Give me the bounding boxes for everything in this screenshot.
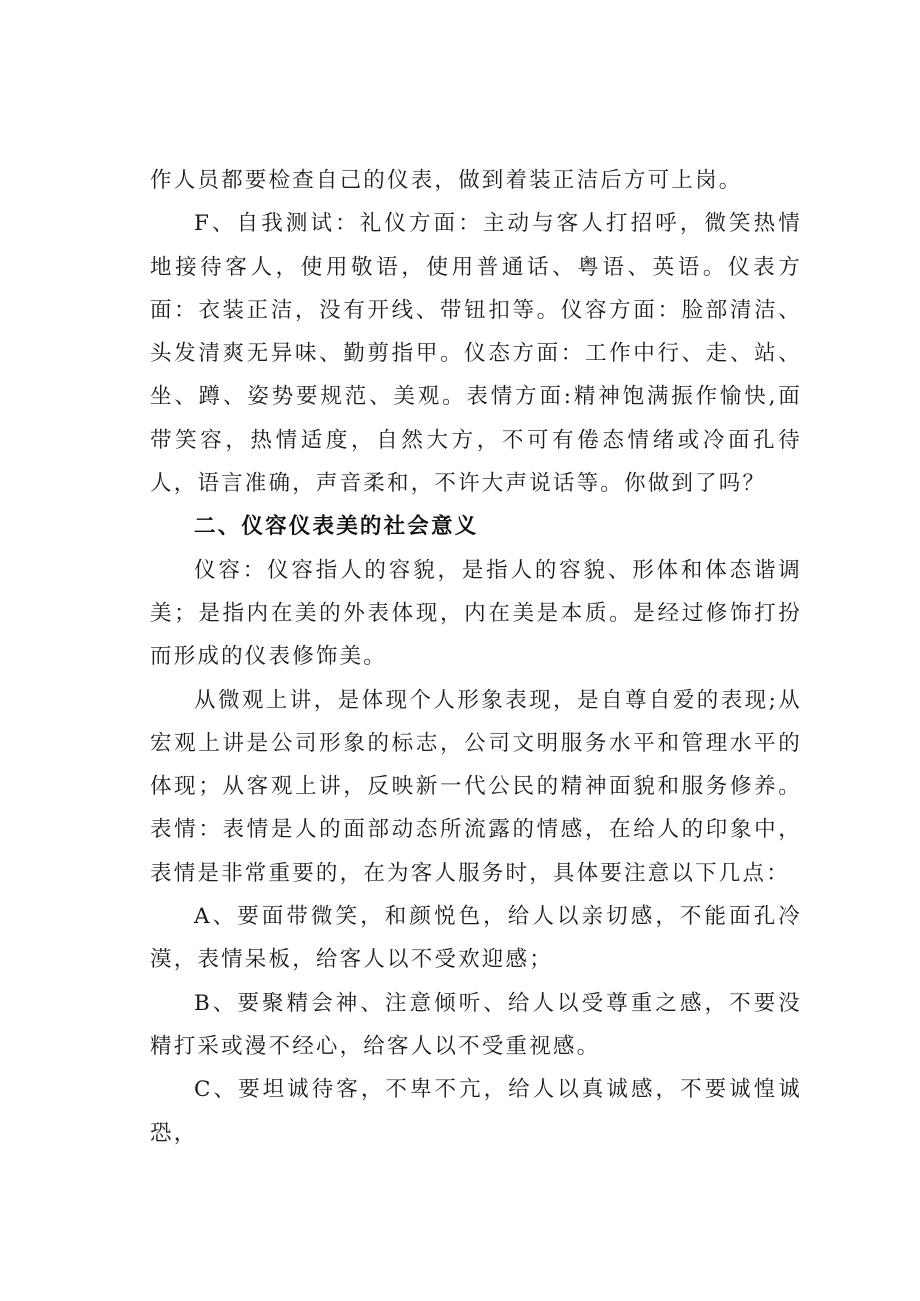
paragraph-significance: 从微观上讲，是体现个人形象表现，是自尊自爱的表现;从宏观上讲是公司形象的标志，公司文明服务水平和管理水平的体现；从客观上讲，反映新一代公民的精神面貌和服务修养。表情：表情是人的面部动态所流露的情感，在给人的印象中，表情是非常重要的，在为客人服务时，具体要注意以下几点： [150, 687, 802, 886]
paragraph-point-c: C、要坦诚待客，不卑不亢，给人以真诚感，不要诚惶诚恐， [150, 1077, 802, 1146]
paragraph-continuation: 作人员都要检查自己的仪表，做到着装正洁后方可上岗。 [150, 168, 743, 193]
paragraph-point-a: A、要面带微笑，和颜悦色，给人以亲切感，不能面孔冷漠，表情呆板，给客人以不受欢迎感； [150, 904, 802, 973]
paragraph-appearance-definition: 仪容：仪容指人的容貌，是指人的容貌、形体和体态谐调美；是指内在美的外表体现，内在美是本质。是经过修饰打扮而形成的仪表修饰美。 [150, 557, 802, 670]
paragraph-point-b: B、要聚精会神、注意倾听、给人以受尊重之感，不要没精打采或漫不经心，给客人以不受重视感。 [150, 990, 802, 1059]
section-heading: 二、仪容仪表美的社会意义 [194, 514, 479, 540]
document-body [150, 159, 802, 1155]
paragraph-self-test: F、自我测试：礼仪方面：主动与客人打招呼，微笑热情地接待客人，使用敬语，使用普通话、粤语、英语。仪表方面：衣装正洁，没有开线、带钮扣等。仪容方面：脸部清洁、头发清爽无异味、勤剪指甲。仪态方面：工作中行、走、站、坐、蹲、姿势要规范、美观。表情方面:精神饱满振作愉快,面带笑容，热情适度，自然大方，不可有倦态情绪或冷面孔待人，语言准确，声音柔和，不许大声说话等。你做到了吗？ [150, 211, 802, 497]
